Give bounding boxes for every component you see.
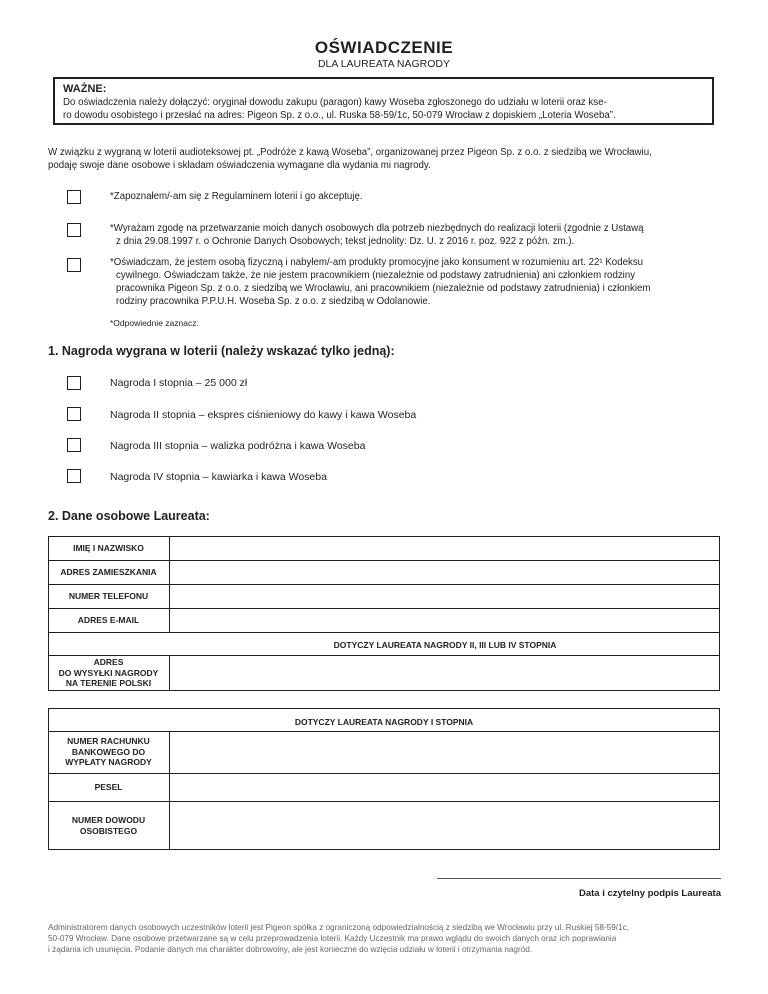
shipping-address-field[interactable] [170,656,719,690]
signature-line[interactable] [437,878,721,879]
statement-consumer-declaration: *Oświadczam, że jestem osobą fizyczną i nabyłem/-am produkty promocyjne jako konsument w rozumieniu art. 22¹ Kodeksu cywilnego. Oświadczam także, że nie jestem pracownikiem (niezależnie od podstawy zatrudnienia) ani członkiem rodziny pracownika Pigeon Sp. z o.o. z siedzibą we Wrocławiu, ani pracownikiem (niezależnie od podstawy zatrudnienia) i członkiem rodziny pracownika P.P.U.H. Woseba Sp. z o.o. z siedzibą w Odolanowie. [110,257,651,307]
checkbox-consumer-declaration[interactable] [67,258,81,272]
section-personal-data-heading: 2. Dane osobowe Laureata: [48,509,210,523]
page-subtitle: DLA LAUREATA NAGRODY [317,58,451,70]
full-name-field[interactable] [170,537,719,560]
prize-4-label: Nagroda IV stopnia – kawiarka i kawa Woseba [110,471,327,483]
label-phone: NUMER TELEFONU [68,590,149,601]
important-notice-box [53,77,714,125]
checkbox-prize-2[interactable] [67,407,81,421]
label-shipping-address: ADRES DO WYSYŁKI NAGRODY NA TERENIE POLSKI [58,657,159,689]
prize-2-label: Nagroda II stopnia – ekspres ciśnieniowy do kawy i kawa Woseba [110,409,417,421]
footnote: *Odpowiednie zaznacz. [110,318,199,328]
signature-label: Data i czytelny podpis Laureata [578,888,721,899]
privacy-footer: Administratorem danych osobowych uczestników loterii jest Pigeon spółka z ograniczoną odpowiedzialnością z siedzibą we Wrocławiu przy ul. Ruskiej 58-59/1c, 50-079 Wrocław. Dane osobowe przetwarzane są w celu przeprowadzenia loterii. Każdy Uczestnik ma prawo wglądu do swoich danych oraz ich poprawiania i żądania ich usunięcia. Podanie danych ma charakter dobrowolny, ale jest konieczne do wzięcia udziału w loterii i otrzymania nagród. [48,923,629,954]
phone-field[interactable] [170,585,719,608]
prize-3-label: Nagroda III stopnia – walizka podróżna i kawa Woseba [110,440,366,452]
checkbox-data-consent[interactable] [67,223,81,237]
page-title: OŚWIADCZENIE [314,38,454,57]
banner-prizes-2-4: DOTYCZY LAUREATA NAGRODY II, III LUB IV STOPNIA [333,640,557,650]
prize-1-label: Nagroda I stopnia – 25 000 zł [110,377,248,389]
label-full-name: IMIĘ I NAZWISKO [73,542,144,553]
email-field[interactable] [170,609,719,632]
intro-paragraph: W związku z wygraną w loterii audioteksowej pt. „Podróże z kawą Woseba”, organizowanej przez Pigeon Sp. z o.o. z siedzibą we Wrocławiu, podaję swoje dane osobowe i składam oświadczenia wymagane dla wydania mi nagrody. [48,147,652,171]
section-prize-heading: 1. Nagroda wygrana w loterii (należy wskazać tylko jedną): [48,344,395,358]
important-heading: WAŻNE: [63,83,107,95]
checkbox-prize-1[interactable] [67,376,81,390]
statement-data-consent: *Wyrażam zgodę na przetwarzanie moich danych osobowych dla potrzeb niezbędnych do realizacji loterii (zgodnie z Ustawą z dnia 29.08.1997 r. o Ochronie Danych Osobowych; tekst jednolity: Dz. U. z 2016 r. poz. 922 z późn. zm.). [110,223,644,247]
id-number-field[interactable] [170,802,719,849]
label-home-address: ADRES ZAMIESZKANIA [60,566,157,577]
label-bank-account: NUMER RACHUNKU BANKOWEGO DO WYPŁATY NAGRODY [65,736,152,768]
label-email: ADRES E-MAIL [77,614,140,625]
label-id-number: NUMER DOWODU OSOBISTEGO [71,815,146,836]
important-text: Do oświadczenia należy dołączyć: oryginał dowodu zakupu (paragon) kawy Woseba zgłoszonego do udziału w loterii oraz kse- ro dowodu osobistego i przesłać na adres: Pigeon Sp. z o.o., ul. Ruska 58-59/1c, 50-079 Wrocław z dopiskiem „Loteria Woseba”. [63,97,616,121]
checkbox-prize-4[interactable] [67,469,81,483]
checkbox-regulations[interactable] [67,190,81,204]
pesel-field[interactable] [170,774,719,801]
checkbox-prize-3[interactable] [67,438,81,452]
bank-account-field[interactable] [170,732,719,773]
banner-prize-1: DOTYCZY LAUREATA NAGRODY I STOPNIA [294,717,474,727]
statement-regulations: *Zapoznałem/-am się z Regulaminem loterii i go akceptuję. [110,191,363,202]
label-pesel: PESEL [94,781,123,792]
home-address-field[interactable] [170,561,719,584]
